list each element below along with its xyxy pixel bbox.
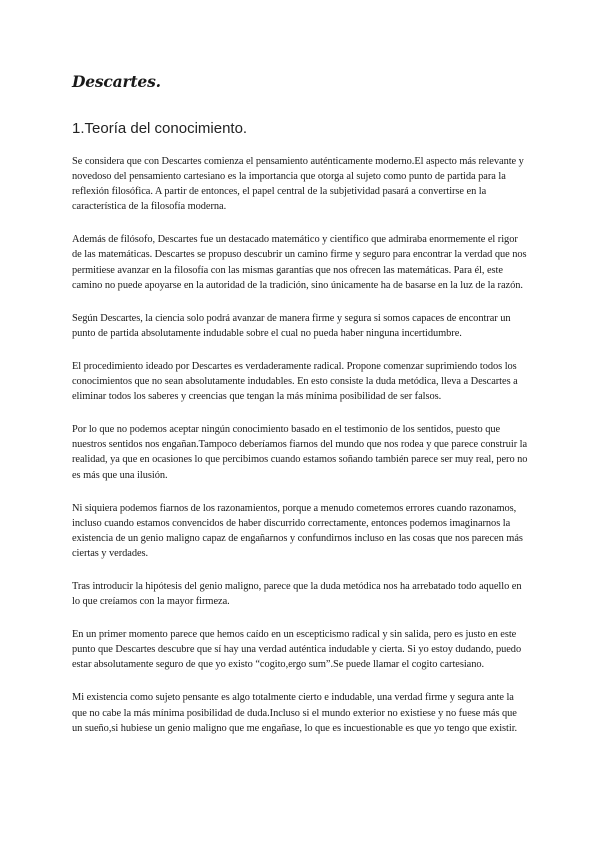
- paragraph: Por lo que no podemos aceptar ningún conocimiento basado en el testimonio de los sentidos, puesto que nuestros sentidos nos engañan.Tampoco deberíamos fiarnos del mundo que nos rodea y que parece construir la realidad, ya que en ocasiones lo que percibimos cuando estamos soñando también parece ser muy real, pero no es más que una ilusión.: [72, 424, 528, 481]
- document-title: Descartes.: [72, 72, 161, 91]
- document-body: [72, 154, 528, 754]
- paragraph: Según Descartes, la ciencia solo podrá avanzar de manera firme y segura si somos capaces de encontrar un punto de partida absolutamente indudable sobre el cual no pueda haber ninguna incertidumbre.: [72, 312, 511, 339]
- paragraph: Además de filósofo, Descartes fue un destacado matemático y científico que admiraba enormemente el rigor de las matemáticas. Descartes se propuso descubrir un camino firme y seguro para encontrar la verdad que nos permitiese avanzar en la filosofía con las mismas garantías que nos ofrecen las matemáticas. Para él, este camino no puede apoyarse en la autoridad de la tradición, sino únicamente ha de basarse en la luz de la razón.: [72, 234, 527, 291]
- paragraph: Ni siquiera podemos fiarnos de los razonamientos, porque a menudo cometemos errores cuando razonamos, incluso cuando estamos convencidos de haber discurrido correctamente, entonces podemos imaginarnos la existencia de un genio maligno capaz de engañarnos y confundirnos incluso en las cosas que nos parecen más ciertas y verdades.: [72, 502, 523, 559]
- paragraph: El procedimiento ideado por Descartes es verdaderamente radical. Propone comenzar suprimiendo todos los conocimientos que no sean absolutamente indudables. En esto consiste la duda metódica, lleva a Descartes a eliminar todos los saberes y creencias que tengan la más mínima posibilidad de ser falsos.: [72, 360, 518, 403]
- paragraph: Tras introducir la hipótesis del genio maligno, parece que la duda metódica nos ha arrebatado todo aquello en lo que creíamos con la mayor firmeza.: [72, 580, 522, 608]
- paragraph: Mi existencia como sujeto pensante es algo totalmente cierto e indudable, una verdad firme y segura ante la que no cabe la más mínima posibilidad de duda.Incluso si el mundo exterior no existiese y no fuese más que un sueño,si hubiese un genio maligno que me engañase, lo que es incuestionable es que yo tengo que existir.: [72, 692, 518, 734]
- paragraph: Se considera que con Descartes comienza el pensamiento auténticamente moderno.El aspecto más relevante y novedoso del pensamiento cartesiano es la importancia que otorga al sujeto como punto de partida para la reflexión filosófica. A partir de entonces, el papel central de la subjetividad pasará a convertirse en la característica de la filosofía moderna.: [72, 156, 524, 213]
- paragraph: En un primer momento parece que hemos caído en un escepticismo radical y sin salida, pero es justo en este punto que Descartes descubre que sí hay una verdad auténtica indudable y cierta. Si yo estoy dudando, puedo estar absolutamente seguro de que yo existo “cogito,ergo sum”.Se puede llamar el cogito cartesiano.: [72, 629, 522, 671]
- section-heading: 1.Teoría del conocimiento.: [72, 120, 248, 137]
